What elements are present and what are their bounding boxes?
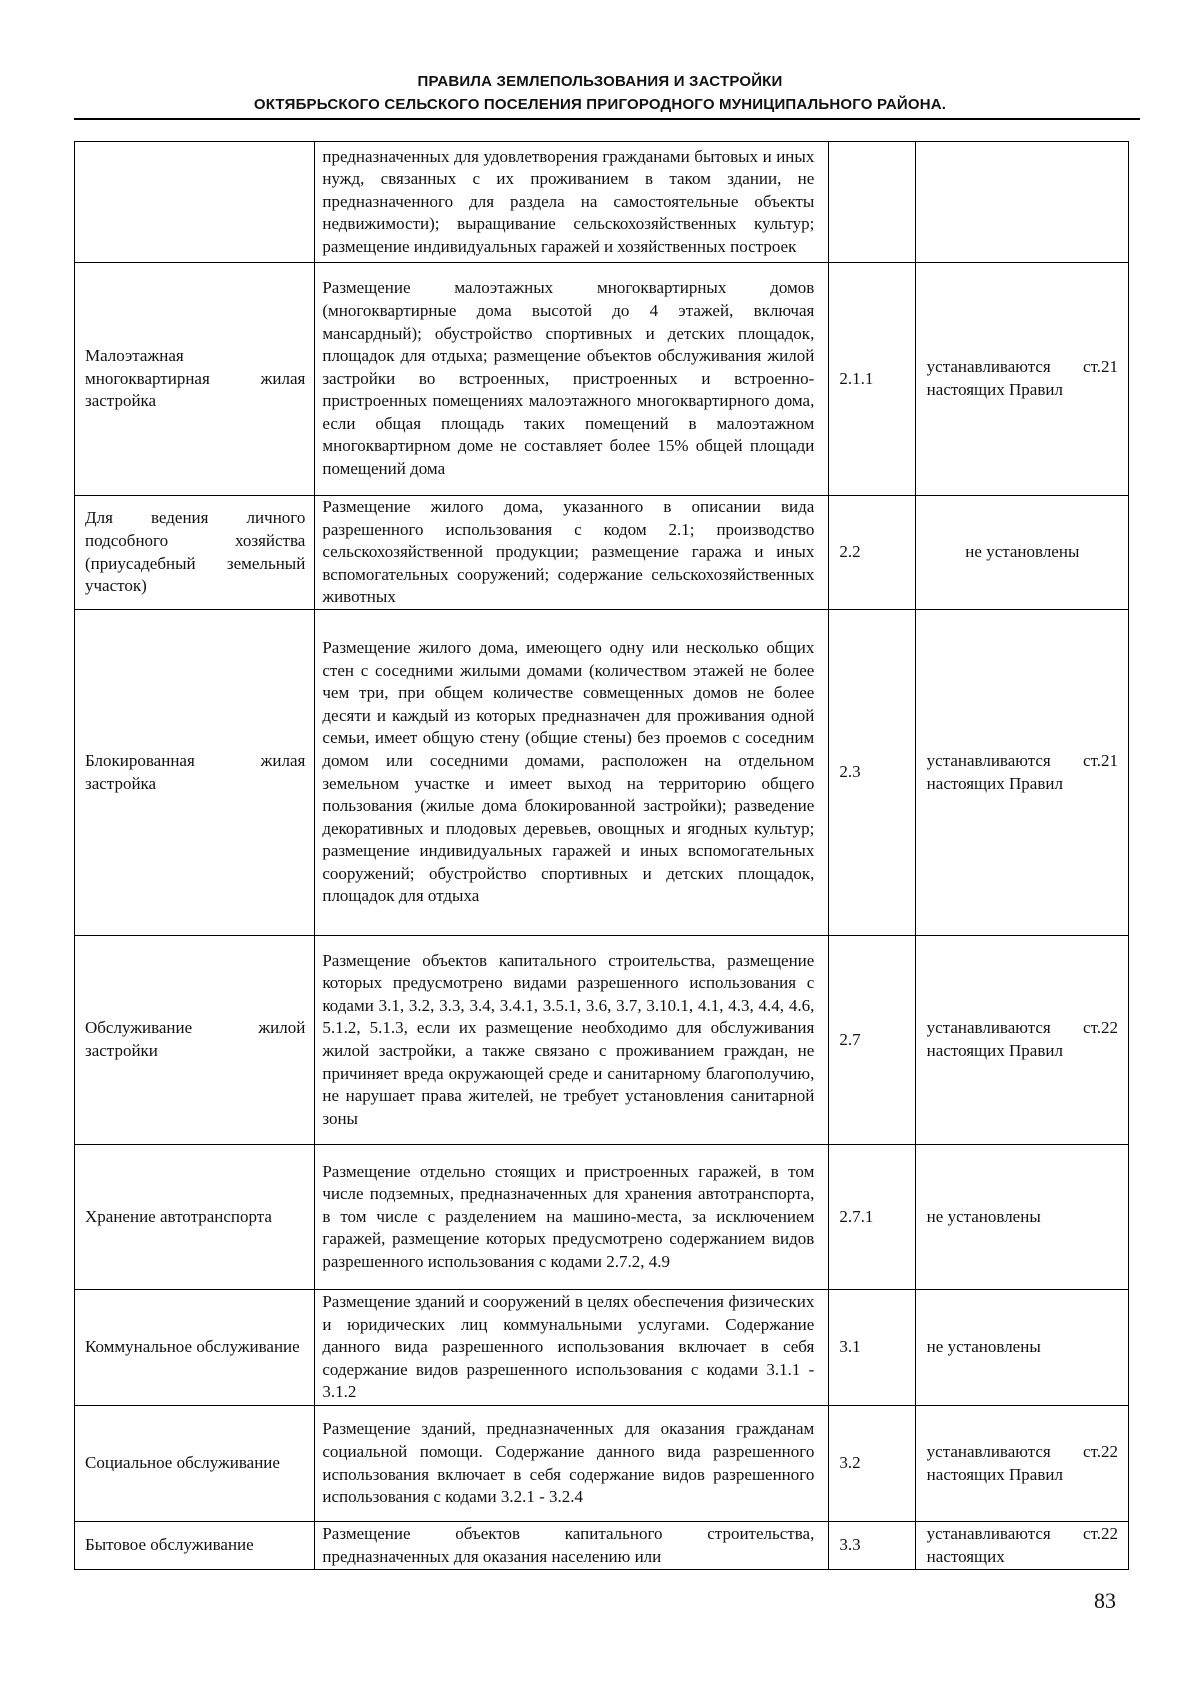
use-name-cell: Бытовое обслуживание	[75, 1522, 315, 1570]
use-name-cell: Для ведения личного подсобного хозяйства (приусадебный земельный участок)	[75, 496, 315, 610]
use-code-cell: 2.1.1	[829, 263, 915, 496]
use-params-cell: устанавливаются ст.22 настоящих Правил	[915, 936, 1128, 1145]
table-row	[75, 263, 1129, 496]
table-row	[75, 936, 1129, 1145]
use-params-cell: устанавливаются ст.22 настоящих	[915, 1522, 1128, 1570]
use-description-cell: Размещение зданий, предназначенных для оказания гражданам социальной помощи. Содержание данного вида разрешенного использования включает в себя содержание видов разрешенного использования с кодами 3.2.1 - 3.2.4	[315, 1406, 829, 1522]
use-name-cell: Социальное обслуживание	[75, 1406, 315, 1522]
page-number: 83	[1094, 1588, 1116, 1613]
use-params-cell: устанавливаются ст.22 настоящих Правил	[915, 1406, 1128, 1522]
use-params-cell: не установлены	[915, 1290, 1128, 1406]
table-row	[75, 142, 1129, 263]
use-name-cell	[75, 142, 315, 263]
use-description-cell: Размещение отдельно стоящих и пристроенных гаражей, в том числе подземных, предназначенных для хранения автотранспорта, в том числе с разделением на машино-места, за исключением гаражей, размещение которых предусмотрено содержанием видов разрешенного использования с кодами 2.7.2, 4.9	[315, 1145, 829, 1290]
use-name-cell: Обслуживание жилой застройки	[75, 936, 315, 1145]
use-description-cell: предназначенных для удовлетворения гражданами бытовых и иных нужд, связанных с их проживанием в таком здании, не предназначенного для раздела на самостоятельные объекты недвижимости); выращивание сельскохозяйственных культур; размещение индивидуальных гаражей и хозяйственных построек	[315, 142, 829, 263]
document-header-line-2: ОКТЯБРЬСКОГО СЕЛЬСКОГО ПОСЕЛЕНИЯ ПРИГОРОДНОГО МУНИЦИПАЛЬНОГО РАЙОНА.	[253, 96, 947, 113]
use-description-cell: Размещение жилого дома, указанного в описании вида разрешенного использования с кодом 2.1; производство сельскохозяйственной продукции; размещение гаража и иных вспомогательных сооружений; содержание сельскохозяйственных животных	[315, 496, 829, 610]
use-code-cell	[829, 142, 915, 263]
use-description-cell: Размещение зданий и сооружений в целях обеспечения физических и юридических лиц коммунальными услугами. Содержание данного вида разрешенного использования включает в себя содержание видов разрешенного использования с кодами 3.1.1 - 3.1.2	[315, 1290, 829, 1406]
land-use-table	[74, 141, 1129, 1570]
use-params-cell: не установлены	[915, 1145, 1128, 1290]
use-name-cell: Блокированная жилая застройка	[75, 610, 315, 936]
use-params-cell	[915, 142, 1128, 263]
use-params-cell: устанавливаются ст.21 настоящих Правил	[915, 263, 1128, 496]
use-code-cell: 3.3	[829, 1522, 915, 1570]
use-params-cell: не установлены	[915, 496, 1128, 610]
use-code-cell: 2.3	[829, 610, 915, 936]
use-params-cell: устанавливаются ст.21 настоящих Правил	[915, 610, 1128, 936]
use-description-cell: Размещение малоэтажных многоквартирных домов (многоквартирные дома высотой до 4 этажей, включая мансардный); обустройство спортивных и детских площадок, площадок для отдыха; размещение объектов обслуживания жилой застройки во встроенных, пристроенных и встроенно-пристроенных помещениях малоэтажного многоквартирного дома, если общая площадь таких помещений в малоэтажном многоквартирном доме не составляет более 15% общей площади помещений дома	[315, 263, 829, 496]
table-row	[75, 1145, 1129, 1290]
header-rule	[74, 118, 1140, 120]
use-code-cell: 2.7	[829, 936, 915, 1145]
use-code-cell: 3.1	[829, 1290, 915, 1406]
use-code-cell: 3.2	[829, 1406, 915, 1522]
use-code-cell: 2.7.1	[829, 1145, 915, 1290]
use-name-cell: Коммунальное обслуживание	[75, 1290, 315, 1406]
table-row	[75, 1406, 1129, 1522]
use-name-cell: Хранение автотранспорта	[75, 1145, 315, 1290]
use-description-cell: Размещение объектов капитального строительства, предназначенных для оказания населению или	[315, 1522, 829, 1570]
table-row	[75, 1290, 1129, 1406]
use-code-cell: 2.2	[829, 496, 915, 610]
table-row	[75, 1522, 1129, 1570]
table-row	[75, 496, 1129, 610]
use-name-cell: Малоэтажная многоквартирная жилая застройка	[75, 263, 315, 496]
document-header-line-1: ПРАВИЛА ЗЕМЛЕПОЛЬЗОВАНИЯ И ЗАСТРОЙКИ	[417, 73, 783, 90]
use-description-cell: Размещение объектов капитального строительства, размещение которых предусмотрено видами разрешенного использования с кодами 3.1, 3.2, 3.3, 3.4, 3.4.1, 3.5.1, 3.6, 3.7, 3.10.1, 4.1, 4.3, 4.4, 4.6, 5.1.2, 5.1.3, если их размещение необходимо для обслуживания жилой застройки, а также связано с проживанием граждан, не причиняет вреда окружающей среде и санитарному благополучию, не нарушает права жителей, не требует установления санитарной зоны	[315, 936, 829, 1145]
use-description-cell: Размещение жилого дома, имеющего одну или несколько общих стен с соседними жилыми домами (количеством этажей не более чем три, при общем количестве совмещенных домов не более десяти и каждый из которых предназначен для проживания одной семьи, имеет общую стену (общие стены) без проемов с соседним домом или соседними домами, расположен на отдельном земельном участке и имеет выход на территорию общего пользования (жилые дома блокированной застройки); разведение декоративных и плодовых деревьев, овощных и ягодных культур; размещение индивидуальных гаражей и иных вспомогательных сооружений; обустройство спортивных и детских площадок, площадок для отдыха	[315, 610, 829, 936]
table-row	[75, 610, 1129, 936]
